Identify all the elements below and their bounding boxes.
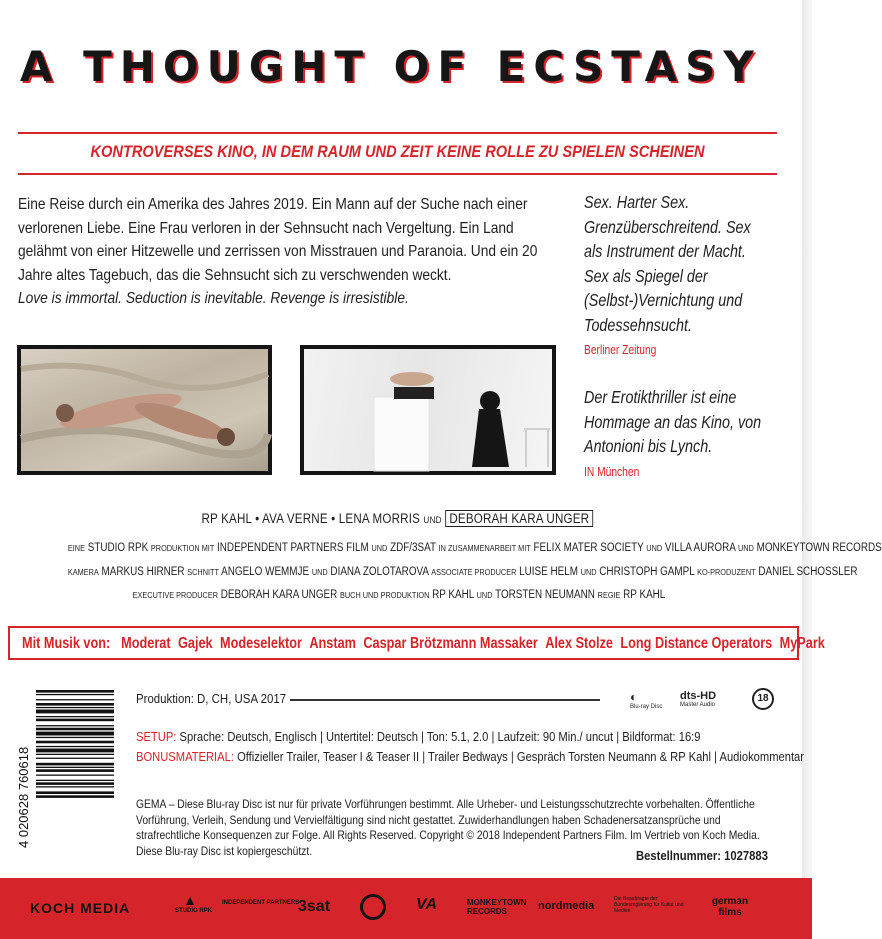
credit-role: EINE	[67, 543, 85, 553]
credit-role: KO-PRODUZENT	[697, 567, 756, 577]
press-quote: Der Erotikthriller ist eine Hommage an das Kino, von Antonioni bis Lynch.	[584, 387, 762, 456]
synopsis-english: Love is immortal. Seduction is inevitable. Revenge is irresistible.	[18, 290, 409, 307]
order-number: Bestellnummer: 1027883	[636, 849, 768, 863]
credit-name: STUDIO RPK	[87, 542, 149, 554]
studio-rpk-text: STUDIO RPK	[175, 908, 213, 914]
case-edge	[802, 0, 812, 939]
music-box	[8, 626, 825, 660]
credit-name: ANGELO WEMMJE	[221, 566, 310, 578]
music-artist: Modeselektor	[220, 635, 302, 652]
bonus-text: Offizieller Trailer, Teaser I & Teaser II | Trailer Bedways | Gespräch Torsten Neumann & RP Kahl | Audiokommentar	[237, 749, 805, 764]
divider-bottom	[18, 173, 777, 175]
film-title: A THOUGHT OF ECSTASY	[20, 42, 762, 91]
credit-role: KAMERA	[67, 567, 99, 577]
music-artist: Long Distance Operators	[620, 635, 773, 652]
monkeytown-logo: MONKEYTOWN RECORDS	[467, 898, 527, 916]
film-still-white-room	[300, 345, 556, 475]
credit-name: DANIEL SCHÖSSLER	[758, 566, 858, 578]
credit-role: IN ZUSAMMENARBEIT MIT	[438, 543, 531, 553]
studio-rpk-icon: ▲	[183, 892, 197, 908]
music-artist: Alex Stolze	[545, 635, 614, 652]
bluray-icon: ◐	[630, 690, 638, 704]
press-quote: Sex. Harter Sex. Grenzüberschreitend. Sex als Instrument der Macht. Sex als Spiegel der (Selbst-)Vernichtung und Todessehnsucht.	[584, 192, 751, 335]
cast-line	[71, 511, 724, 526]
credit-role: UND	[646, 543, 663, 553]
credit-role: UND	[371, 543, 388, 553]
credit-role: EXECUTIVE PRODUCER	[132, 590, 218, 600]
bluray-logo-text: Blu-ray Disc	[630, 704, 663, 710]
independent-partners-logo: INDEPENDENT PARTNERS	[222, 900, 300, 906]
credit-name: DIANA ZOLOTAROVA	[330, 566, 429, 578]
villa-aurora-logo: VA	[416, 896, 438, 913]
dts-logo-text: dts-HD	[680, 690, 717, 702]
music-artist: MyPark	[779, 635, 825, 652]
legal-notice: GEMA – Diese Blu-ray Disc ist nur für private Vorführungen bestimmt. Alle Urheber- und Leistungsschutzrechte vorbehalten. Öffentliche Vorführung, Verleih, Sendung und Vervielfältigung sind nicht gestattet. Zuwiderhandlungen haben Schadenersatzansprüche und strafrechtliche Konsequenzen zur Folge. All Rights Reserved. Copyright © 2018 Independent Partners Film. Im Vertrieb von Koch Media. Diese Blu-ray Disc ist kopiergeschützt.	[136, 797, 760, 858]
credit-name: MARKUS HIRNER	[101, 566, 185, 578]
credit-name: LUISE HELM	[519, 566, 578, 578]
film-still-desert	[17, 345, 272, 475]
felix-mater-seal-icon	[360, 894, 386, 920]
nordmedia-logo: nordmedia	[538, 900, 595, 912]
bonus-info	[136, 749, 804, 764]
fsk-rating-badge: 18	[752, 688, 774, 710]
bluray-logo	[630, 690, 662, 710]
tagline: KONTROVERSES KINO, IN DEM RAUM UND ZEIT KEINE ROLLE ZU SPIELEN SCHEINEN	[90, 142, 705, 161]
dts-logo-sub: Master Audio	[680, 702, 716, 708]
music-artist: Moderat	[121, 635, 171, 652]
barcode-number: 4 020628 760618	[16, 746, 31, 848]
setup-info	[136, 729, 701, 744]
press-quote-source: IN München	[584, 464, 640, 479]
credit-role: REGIE	[597, 590, 621, 600]
cast-und: UND	[423, 515, 442, 526]
credit-name: CHRISTOPH GAMPL	[599, 566, 695, 578]
credit-role: UND	[738, 543, 754, 553]
music-artist: Anstam	[309, 635, 356, 652]
koch-media-logo: KOCH MEDIA	[30, 900, 131, 916]
credit-name: FELIX MATER SOCIETY	[533, 542, 644, 554]
music-artist: Caspar Brötzmann Massaker	[363, 635, 538, 652]
footer-logo-bar	[0, 878, 812, 939]
credit-name: INDEPENDENT PARTNERS FILM	[217, 542, 369, 554]
credit-name: ZDF/3SAT	[390, 542, 436, 554]
credit-name: RP KAHL	[432, 589, 474, 601]
synopsis-german: Eine Reise durch ein Amerika des Jahres 2019. Ein Mann auf der Suche nach einer verlorenen Liebe. Eine Frau verloren in der Sehnsucht nach Vergeltung. Ein Land gelähmt von einer Hitzewelle und zerrissen von Misstrauen und Paranoia. Und ein 20 Jahre altes Tagebuch, das die Sehnsucht sich zu verschwenden weckt.	[18, 196, 538, 284]
credit-role: UND	[311, 567, 328, 577]
music-credits	[22, 635, 832, 653]
credit-role: SCHNITT	[187, 567, 219, 577]
credit-name: DEBORAH KARA UNGER	[220, 589, 338, 601]
credit-name: TORSTEN NEUMANN	[495, 589, 595, 601]
credit-name: VILLA AURORA	[664, 542, 736, 554]
barcode	[14, 688, 116, 852]
credit-name: RP KAHL	[623, 589, 666, 601]
music-label: Mit Musik von:	[22, 635, 111, 652]
3sat-logo: 3sat	[298, 898, 331, 915]
press-quotes	[584, 190, 773, 479]
credit-role: PRODUKTION MIT	[150, 543, 215, 553]
credit-role: UND	[580, 567, 597, 577]
studio-rpk-logo	[175, 892, 213, 914]
synopsis	[18, 193, 551, 311]
bonus-label: BONUSMATERIAL:	[136, 749, 234, 764]
press-quote-source: Berliner Zeitung	[584, 343, 657, 357]
credit-role: ASSOCIATE PRODUCER	[431, 567, 517, 577]
bkm-logo: Die Beauftragte der Bundesregierung für Kultur und Medien	[614, 896, 684, 914]
german-films-logo: german films	[711, 896, 749, 918]
production-rule	[290, 699, 600, 701]
cast-boxed-name: DEBORAH KARA UNGER	[445, 510, 593, 527]
credits-line-3	[68, 589, 730, 601]
setup-text: Sprache: Deutsch, Englisch | Untertitel: Deutsch | Ton: 5.1, 2.0 | Laufzeit: 90 Min./ uncut | Bildformat: 16:9	[179, 729, 701, 744]
credit-role: UND	[476, 590, 493, 600]
credit-name: MONKEYTOWN RECORDS	[756, 542, 882, 554]
music-artist: Gajek	[178, 635, 213, 652]
credit-role: BUCH UND PRODUKTION	[340, 590, 430, 600]
divider-top	[18, 132, 777, 134]
dts-logo	[680, 690, 716, 708]
credits-line-1	[67, 542, 882, 554]
credits-line-2	[67, 566, 858, 578]
cast-names: RP KAHL • AVA VERNE • LENA MORRIS	[201, 511, 421, 526]
setup-label: SETUP:	[136, 729, 177, 744]
production-info: Produktion: D, CH, USA 2017	[136, 691, 287, 706]
